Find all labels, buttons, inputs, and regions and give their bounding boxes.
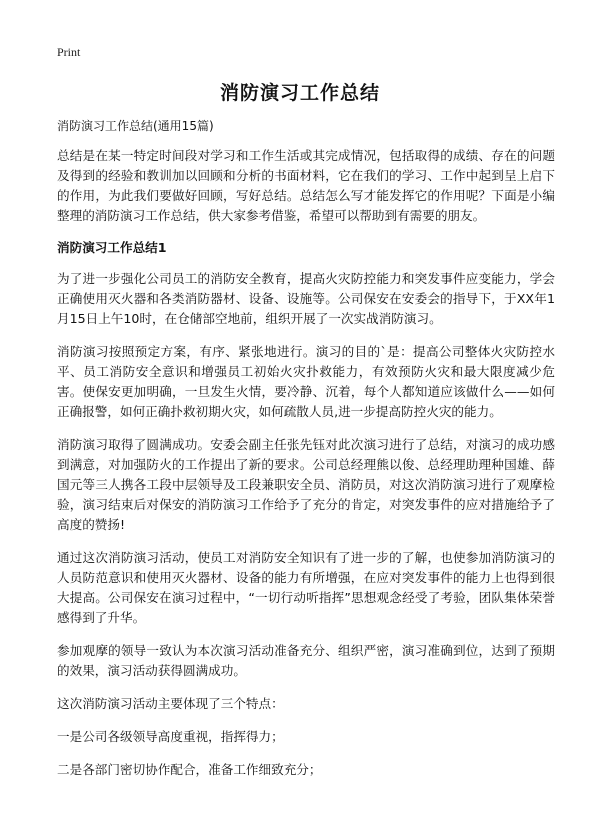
section-heading: 消防演习工作总结1 [57,240,167,255]
body-paragraph-6: 这次消防演习活动主要体现了三个特点： [57,696,284,711]
body-paragraph-8: 二是各部门密切协作配合，准备工作细致充分； [57,762,322,777]
body-paragraph-7: 一是公司各级领导高度重视，指挥得力； [57,729,284,744]
body-paragraph-3: 消防演习取得了圆满成功。安委会副主任张先钰对此次演习进行了总结，对演习的成功感到满意，对加强防火的工作提出了新的要求。公司总经理熊以俊、总经理助理种国雄、薛国元等三人携各工段中层领导及工段兼职安全员、消防员，对这次消防演习进行了观摩检验，演习结束后对保安的消防演习工作给予了充分的肯定，对突发事件的应对措施给予了高度的赞扬! [57,437,555,532]
body-paragraph-5: 参加观摩的领导一致认为本次演习活动准备充分、组织严密，演习准确到位，达到了预期的效果，演习活动获得圆满成功。 [57,643,555,678]
intro-paragraph: 总结是在某一特定时间段对学习和工作生活或其完成情况，包括取得的成绩、存在的问题及得到的经验和教训加以回顾和分析的书面材料，它在我们的学习、工作中起到呈上启下的作用，为此我们要做好回顾，写好总结。总结怎么写才能发挥它的作用呢？下面是小编整理的消防演习工作总结，供大家参考借鉴，希望可以帮助到有需要的朋友。 [57,148,555,223]
document-body [57,118,555,793]
body-paragraph-2: 消防演习按照预定方案，有序、紧张地进行。演习的目的`是：提高公司整体火灾防控水平、员工消防安全意识和增强员工初始火灾扑救能力，有效预防火灾和最大限度减少危害。使保安更加明确，一旦发生火情，要冷静、沉着，每个人都知道应该做什么——如何正确报警，如何正确扑救初期火灾，如何疏散人员,进一步提高防控火灾的能力。 [57,344,555,419]
document-subtitle: 消防演习工作总结(通用15篇) [57,119,214,133]
print-link[interactable]: Print [57,45,81,59]
page-title: 消防演习工作总结 [219,82,380,104]
body-paragraph-1: 为了进一步强化公司员工的消防安全教育，提高火灾防控能力和突发事件应变能力，学会正确使用灭火器和各类消防器材、设备、设施等。公司保安在安委会的指导下，于XX年1月15日上午10时，在仓储部空地前，组织开展了一次实战消防演习。 [57,271,555,326]
body-paragraph-4: 通过这次消防演习活动，使员工对消防安全知识有了进一步的了解，也使参加消防演习的人员防范意识和使用灭火器材、设备的能力有所增强，在应对突发事件的能力上也得到很大提高。公司保安在演习过程中，“一切行动听指挥”思想观念经受了考验，团队集体荣誉感得到了升华。 [57,550,555,625]
